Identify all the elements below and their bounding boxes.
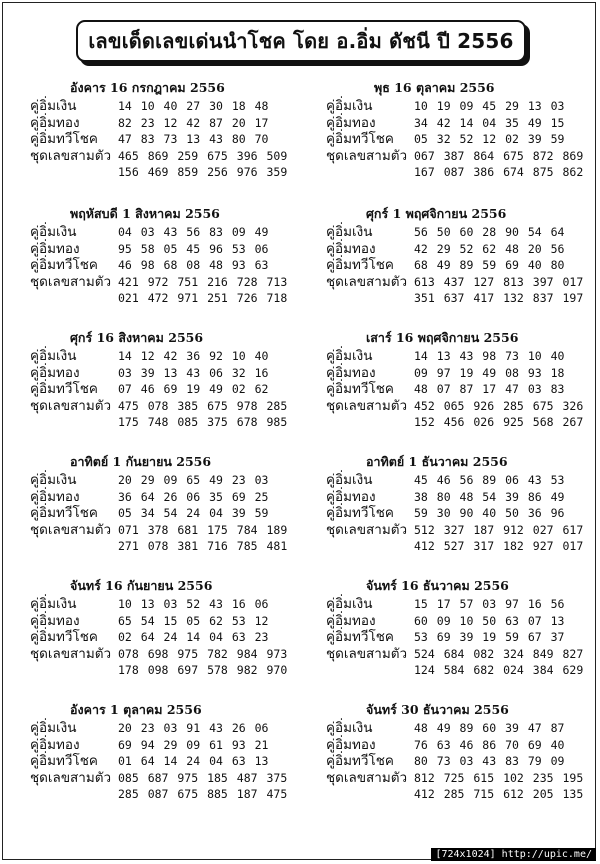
row-label [30, 290, 118, 307]
row-luck [30, 131, 310, 148]
row-three-1 [30, 274, 310, 291]
row-label: คู่อิ่มทอง [326, 114, 376, 131]
row-label: คู่อิ่มทวีโชค [30, 505, 98, 521]
row-numbers: 80 73 03 43 83 79 09 [414, 754, 565, 768]
row-three-2 [30, 164, 310, 181]
row-numbers: 48 49 89 60 39 47 87 [414, 721, 565, 735]
draw-date-heading: ศุกร์ 16 สิงหาคม 2556 [70, 330, 204, 345]
draw-date-heading: พฤหัสบดี 1 สิงหาคม 2556 [70, 206, 220, 221]
row-luck [30, 753, 310, 770]
row-gold [30, 737, 310, 754]
row-numbers: 14 13 43 98 73 10 40 [414, 349, 565, 363]
row-label: คู่อิ่มเงิน [30, 472, 77, 488]
row-three-1 [326, 398, 600, 415]
row-numbers: 65 54 15 05 62 53 12 [118, 613, 269, 628]
row-gold [30, 613, 310, 630]
row-money [30, 472, 310, 489]
row-numbers: 38 80 48 54 39 86 49 [414, 489, 565, 504]
row-numbers: 34 42 14 04 35 49 15 [414, 115, 565, 130]
row-numbers: 47 83 73 13 43 80 70 [118, 132, 269, 146]
row-label: คู่อิ่มทวีโชค [30, 257, 98, 273]
row-numbers: 175 748 085 375 678 985 [118, 415, 288, 429]
row-luck [326, 505, 600, 522]
row-numbers: 156 469 859 256 976 359 [118, 165, 288, 179]
row-label: คู่อิ่มเงิน [30, 596, 77, 612]
row-label: ชุดเลขสามตัว [30, 521, 112, 538]
row-gold [326, 365, 600, 382]
row-numbers: 82 23 12 42 87 20 17 [118, 115, 269, 130]
row-numbers: 01 64 14 24 04 63 13 [118, 754, 269, 768]
draw-date-heading: จันทร์ 16 ธันวาคม 2556 [366, 578, 509, 593]
page-title: เลขเด็ดเลขเด่นนำโชค โดย อ.อิ่ม ดัชนี ปี 2556 [76, 20, 526, 62]
draw-date-heading: ศุกร์ 1 พฤศจิกายน 2556 [366, 206, 507, 221]
row-money [326, 596, 600, 613]
row-gold [30, 115, 310, 132]
row-label [30, 786, 118, 803]
row-numbers: 60 09 10 50 63 07 13 [414, 613, 565, 628]
row-label: คู่อิ่มเงิน [326, 596, 373, 612]
row-numbers: 56 50 60 28 90 54 64 [414, 225, 565, 239]
row-numbers: 15 17 57 03 97 16 56 [414, 597, 565, 611]
row-numbers: 152 456 026 925 568 267 [414, 415, 584, 429]
row-luck [30, 505, 310, 522]
row-numbers: 20 23 03 91 43 26 06 [118, 721, 269, 735]
row-label [30, 414, 118, 431]
row-luck [326, 257, 600, 274]
row-money [30, 596, 310, 613]
row-numbers: 10 13 03 52 43 16 06 [118, 597, 269, 611]
draw-date-heading: อังคาร 16 กรกฎาคม 2556 [70, 80, 225, 95]
row-numbers: 05 34 54 24 04 39 59 [118, 506, 269, 520]
row-label: ชุดเลขสามตัว [326, 397, 408, 414]
row-gold [326, 241, 600, 258]
row-numbers: 412 285 715 612 205 135 [414, 787, 584, 801]
row-three-2 [30, 786, 310, 803]
row-numbers: 524 684 082 324 849 827 [414, 646, 584, 661]
row-three-1 [326, 274, 600, 291]
draw-block [326, 328, 600, 431]
row-label: คู่อิ่มเงิน [30, 348, 77, 364]
row-luck [326, 629, 600, 646]
draw-block [30, 576, 310, 679]
row-three-2 [326, 164, 600, 181]
row-numbers: 95 58 05 45 96 53 06 [118, 241, 269, 256]
row-numbers: 09 97 19 49 08 93 18 [414, 365, 565, 380]
row-three-2 [326, 290, 600, 307]
row-numbers: 021 472 971 251 726 718 [118, 291, 288, 305]
row-label [326, 290, 414, 307]
row-numbers: 812 725 615 102 235 195 [414, 770, 584, 785]
row-label [326, 164, 414, 181]
row-label: ชุดเลขสามตัว [326, 521, 408, 538]
row-label [30, 164, 118, 181]
row-money [326, 348, 600, 365]
row-three-2 [30, 290, 310, 307]
row-label: ชุดเลขสามตัว [30, 397, 112, 414]
row-label: คู่อิ่มทวีโชค [30, 753, 98, 769]
row-label: คู่อิ่มทอง [30, 736, 80, 753]
row-three-2 [326, 662, 600, 679]
row-three-2 [30, 662, 310, 679]
row-numbers: 05 32 52 12 02 39 59 [414, 132, 565, 146]
row-three-1 [30, 398, 310, 415]
row-money [326, 224, 600, 241]
row-gold [326, 489, 600, 506]
row-three-1 [326, 770, 600, 787]
watermark: [724x1024] http://upic.me/ [431, 848, 596, 861]
row-money [326, 98, 600, 115]
row-label: ชุดเลขสามตัว [30, 645, 112, 662]
row-label: คู่อิ่มทวีโชค [30, 131, 98, 147]
row-numbers: 03 39 13 43 06 32 16 [118, 365, 269, 380]
row-numbers: 452 065 926 285 675 326 [414, 398, 584, 413]
row-label [326, 414, 414, 431]
row-three-2 [326, 538, 600, 555]
row-label: ชุดเลขสามตัว [326, 769, 408, 786]
row-label: คู่อิ่มเงิน [326, 348, 373, 364]
row-numbers: 02 64 24 14 04 63 23 [118, 630, 269, 644]
row-numbers: 10 19 09 45 29 13 03 [414, 99, 565, 113]
row-numbers: 36 64 26 06 35 69 25 [118, 489, 269, 504]
row-gold [30, 241, 310, 258]
row-label: คู่อิ่มทอง [30, 364, 80, 381]
row-three-1 [30, 522, 310, 539]
row-label: คู่อิ่มเงิน [326, 98, 373, 114]
row-gold [326, 737, 600, 754]
row-numbers: 45 46 56 89 06 43 53 [414, 473, 565, 487]
row-numbers: 20 29 09 65 49 23 03 [118, 473, 269, 487]
row-numbers: 07 46 69 19 49 02 62 [118, 382, 269, 396]
row-numbers: 69 94 29 09 61 93 21 [118, 737, 269, 752]
row-gold [30, 365, 310, 382]
row-label: คู่อิ่มทวีโชค [326, 753, 394, 769]
row-numbers: 04 03 43 56 83 09 49 [118, 225, 269, 239]
row-label: คู่อิ่มทอง [30, 612, 80, 629]
row-money [30, 98, 310, 115]
draw-date-heading: จันทร์ 30 ธันวาคม 2556 [366, 702, 509, 717]
draw-block [326, 576, 600, 679]
row-label [326, 662, 414, 679]
row-three-1 [326, 646, 600, 663]
row-money [326, 472, 600, 489]
row-numbers: 14 10 40 27 30 18 48 [118, 99, 269, 113]
row-money [30, 348, 310, 365]
row-label: ชุดเลขสามตัว [30, 769, 112, 786]
row-numbers: 512 327 187 912 027 617 [414, 522, 584, 537]
row-label: คู่อิ่มทวีโชค [326, 131, 394, 147]
row-label: คู่อิ่มทอง [30, 114, 80, 131]
row-luck [30, 381, 310, 398]
row-label: คู่อิ่มเงิน [326, 472, 373, 488]
row-numbers: 285 087 675 885 187 475 [118, 787, 288, 801]
row-luck [326, 131, 600, 148]
row-three-1 [30, 770, 310, 787]
row-label: คู่อิ่มทอง [326, 364, 376, 381]
row-numbers: 48 07 87 17 47 03 83 [414, 382, 565, 396]
row-label [30, 538, 118, 555]
row-numbers: 067 387 864 675 872 869 [414, 148, 584, 163]
row-numbers: 078 698 975 782 984 973 [118, 646, 288, 661]
row-three-2 [30, 538, 310, 555]
row-money [326, 720, 600, 737]
row-numbers: 271 078 381 716 785 481 [118, 539, 288, 553]
row-luck [326, 381, 600, 398]
row-gold [326, 613, 600, 630]
draw-date-heading: อาทิตย์ 1 ธันวาคม 2556 [366, 454, 508, 469]
row-label [326, 786, 414, 803]
row-label: คู่อิ่มเงิน [30, 98, 77, 114]
row-numbers: 76 63 46 86 70 69 40 [414, 737, 565, 752]
row-numbers: 68 49 89 59 69 40 80 [414, 258, 565, 272]
row-label: คู่อิ่มทวีโชค [326, 257, 394, 273]
row-label: คู่อิ่มเงิน [30, 224, 77, 240]
draw-block [30, 204, 310, 307]
row-gold [30, 489, 310, 506]
row-label: คู่อิ่มทวีโชค [30, 381, 98, 397]
row-label: คู่อิ่มทอง [326, 240, 376, 257]
row-three-2 [326, 786, 600, 803]
draw-block [326, 700, 600, 803]
draw-date-heading: อาทิตย์ 1 กันยายน 2556 [70, 454, 212, 469]
row-numbers: 124 584 682 024 384 629 [414, 663, 584, 677]
row-three-1 [326, 148, 600, 165]
row-numbers: 071 378 681 175 784 189 [118, 522, 288, 537]
row-numbers: 613 437 127 813 397 017 [414, 274, 584, 289]
row-label: ชุดเลขสามตัว [30, 147, 112, 164]
draw-date-heading: เสาร์ 16 พฤศจิกายน 2556 [366, 330, 519, 345]
row-label: คู่อิ่มทอง [326, 612, 376, 629]
row-numbers: 351 637 417 132 837 197 [414, 291, 584, 305]
row-label: คู่อิ่มทอง [30, 240, 80, 257]
row-three-1 [30, 148, 310, 165]
row-label: คู่อิ่มทวีโชค [326, 505, 394, 521]
draw-block [30, 328, 310, 431]
row-numbers: 59 30 90 40 50 36 96 [414, 506, 565, 520]
row-numbers: 46 98 68 08 48 93 63 [118, 258, 269, 272]
draw-block [326, 204, 600, 307]
row-luck [326, 753, 600, 770]
row-label: คู่อิ่มทวีโชค [326, 381, 394, 397]
row-numbers: 421 972 751 216 728 713 [118, 274, 288, 289]
row-gold [326, 115, 600, 132]
draw-block [30, 700, 310, 803]
row-label: คู่อิ่มเงิน [326, 720, 373, 736]
draw-block [326, 452, 600, 555]
row-numbers: 53 69 39 19 59 67 37 [414, 630, 565, 644]
row-numbers: 475 078 385 675 978 285 [118, 398, 288, 413]
row-numbers: 412 527 317 182 927 017 [414, 539, 584, 553]
row-label: คู่อิ่มทอง [326, 488, 376, 505]
row-three-1 [30, 646, 310, 663]
row-numbers: 465 869 259 675 396 509 [118, 148, 288, 163]
row-numbers: 14 12 42 36 92 10 40 [118, 349, 269, 363]
draw-block [326, 78, 600, 181]
row-money [30, 720, 310, 737]
row-label: คู่อิ่มทอง [30, 488, 80, 505]
draw-block [30, 78, 310, 181]
draw-date-heading: อังคาร 1 ตุลาคม 2556 [70, 702, 202, 717]
row-three-1 [326, 522, 600, 539]
row-numbers: 42 29 52 62 48 20 56 [414, 241, 565, 256]
row-numbers: 167 087 386 674 875 862 [414, 165, 584, 179]
row-label: ชุดเลขสามตัว [326, 147, 408, 164]
row-luck [30, 257, 310, 274]
row-label: คู่อิ่มเงิน [326, 224, 373, 240]
draw-block [30, 452, 310, 555]
row-three-2 [326, 414, 600, 431]
row-three-2 [30, 414, 310, 431]
row-numbers: 085 687 975 185 487 375 [118, 770, 288, 785]
row-money [30, 224, 310, 241]
row-label: ชุดเลขสามตัว [326, 645, 408, 662]
row-luck [30, 629, 310, 646]
row-label: ชุดเลขสามตัว [30, 273, 112, 290]
row-label: คู่อิ่มทวีโชค [30, 629, 98, 645]
row-label: คู่อิ่มทอง [326, 736, 376, 753]
row-label: ชุดเลขสามตัว [326, 273, 408, 290]
row-numbers: 178 098 697 578 982 970 [118, 663, 288, 677]
row-label [30, 662, 118, 679]
draw-date-heading: จันทร์ 16 กันยายน 2556 [70, 578, 213, 593]
row-label: คู่อิ่มเงิน [30, 720, 77, 736]
row-label [326, 538, 414, 555]
row-label: คู่อิ่มทวีโชค [326, 629, 394, 645]
draw-date-heading: พุธ 16 ตุลาคม 2556 [374, 80, 495, 95]
